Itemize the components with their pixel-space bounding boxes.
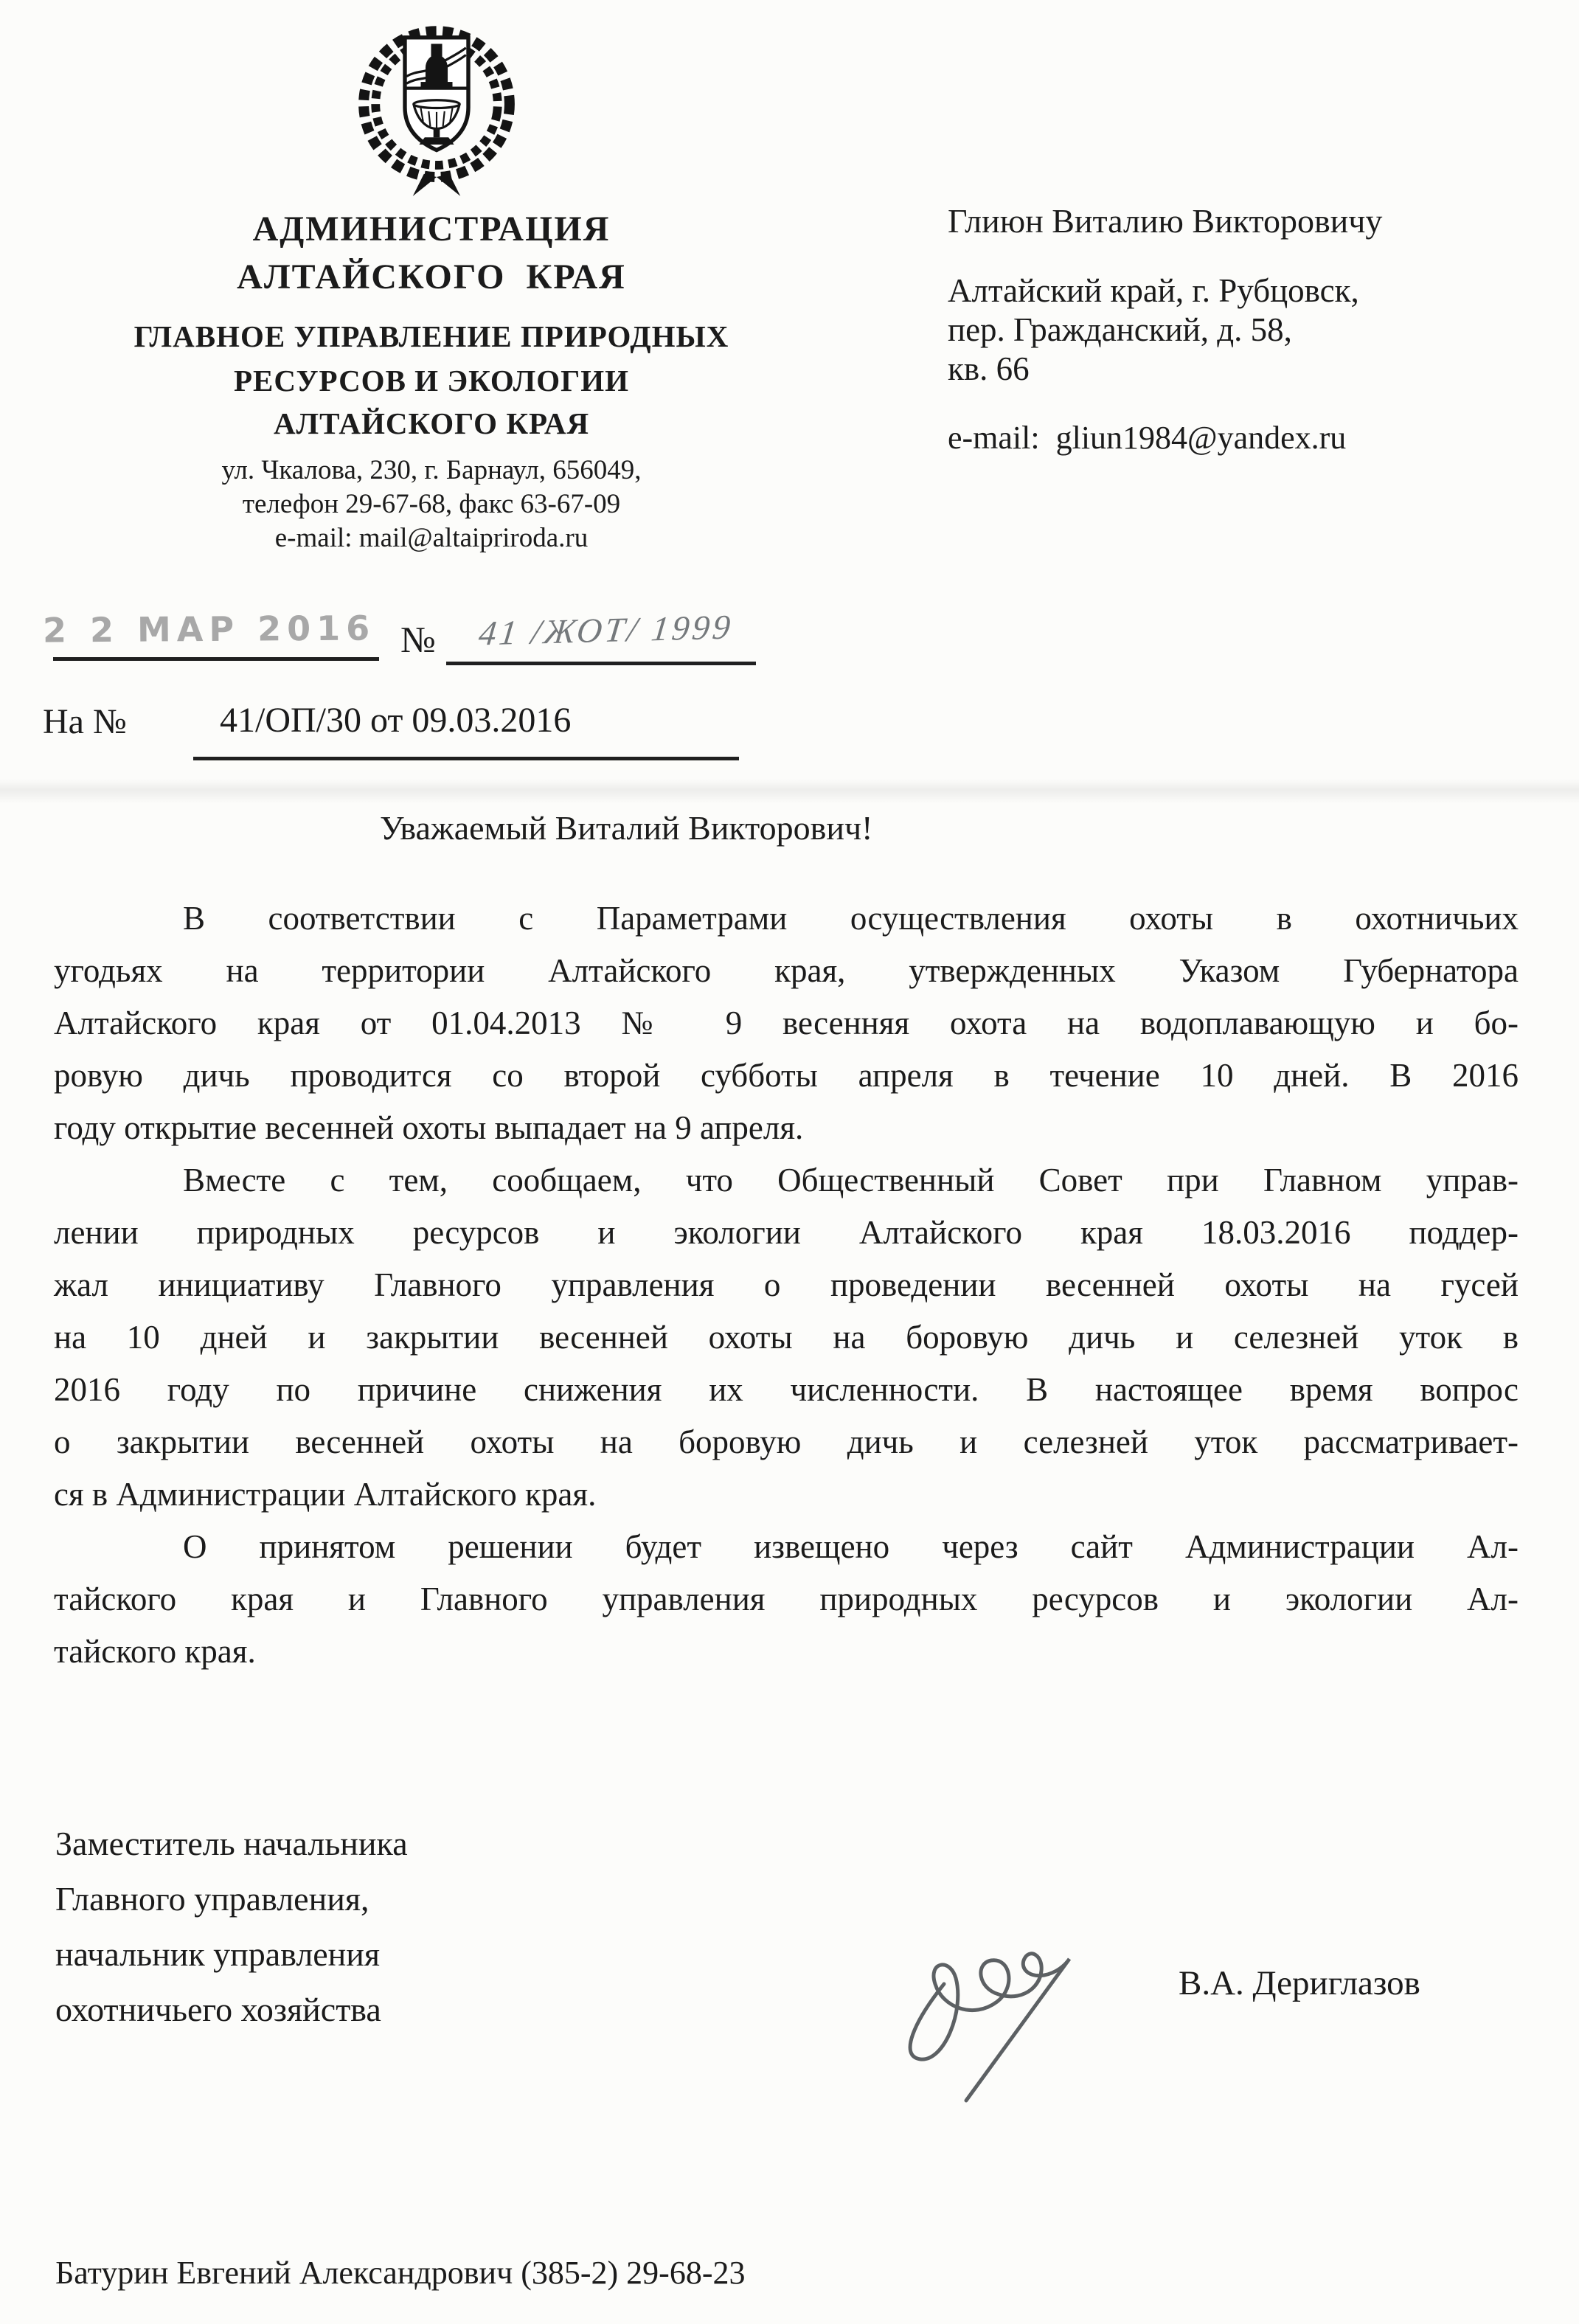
scan-seam-artifact [0,779,1579,804]
signer-position-line: Главного управления, [55,1880,369,1918]
sender-address-line1: ул. Чкалова, 230, г. Барнаул, 656049, [221,455,642,485]
outgoing-number-label: № [400,619,436,660]
signer-position-block [55,1816,408,2037]
sender-phone-line: телефон 29-67-68, факс 63-67-09 [242,489,621,519]
outgoing-number-handwritten: 41 /ЖОТ/ 1999 [476,608,735,653]
department-line3: АЛТАЙСКОГО КРАЯ [273,406,590,440]
recipient-address-line1: Алтайский край, г. Рубцовск, [948,272,1359,309]
stamp-underline [53,657,379,661]
body-line: Вместе с тем, сообщаем, что Общественный Совет при Главном управ- [183,1162,1519,1199]
signer-position-line: начальник управления [55,1935,381,1973]
department-line1: ГЛАВНОЕ УПРАВЛЕНИЕ ПРИРОДНЫХ [133,319,729,353]
signer-position-line: Заместитель начальника [55,1825,408,1862]
reply-to-label: На № [43,702,127,741]
letter-body [54,892,1519,1678]
body-line: году открытие весенней охоты выпадает на 9 апреля. [54,1109,804,1146]
body-line: Алтайского края от 01.04.2013 № 9 весенняя охота на водоплавающую и бо- [54,1005,1519,1041]
body-line: 2016 году по причине снижения их численности. В настоящее время вопрос [54,1371,1519,1408]
number-underline [446,662,756,665]
body-line: о закрытии весенней охоты на боровую дичь и селезней уток рассматривает- [54,1423,1519,1460]
reply-underline [193,757,739,760]
recipient-email: e-mail: gliun1984@yandex.ru [948,420,1347,456]
salutation: Уважаемый Виталий Викторович! [380,809,873,847]
recipient-address-line2: пер. Гражданский, д. 58, [948,311,1292,348]
date-received-stamp: 2 2 МАР 2016 [42,608,376,651]
signer-position-line: охотничьего хозяйства [55,1991,381,2028]
body-line: тайского края. [54,1633,256,1670]
body-line: ровую дичь проводится со второй субботы апреля в течение 10 дней. В 2016 [54,1057,1519,1094]
body-line: жал инициативу Главного управления о проведении весенней охоты на гусей [54,1266,1519,1303]
body-line: тайского края и Главного управления природных ресурсов и экологии Ал- [54,1581,1519,1617]
recipient-address-line3: кв. 66 [948,350,1030,387]
department-line2: РЕСУРСОВ И ЭКОЛОГИИ [233,364,629,398]
body-line: ся в Администрации Алтайского края. [54,1476,597,1513]
body-line: на 10 дней и закрытии весенней охоты на боровую дичь и селезней уток в [54,1319,1519,1356]
reply-to-number: 41/ОП/30 от 09.03.2016 [220,701,572,740]
body-line: лении природных ресурсов и экологии Алтайского края 18.03.2016 поддер- [54,1214,1519,1251]
signer-name: В.А. Дериглазов [1179,1964,1420,2002]
sender-email-line: e-mail: mail@altaipriroda.ru [274,523,589,553]
body-line: В соответствии с Параметрами осуществления охоты в охотничьих [183,900,1519,937]
body-line: О принятом решении будет извещено через сайт Администрации Ал- [183,1528,1519,1565]
recipient-name: Глиюн Виталию Викторовичу [948,202,1383,240]
handwritten-signature-icon [833,1866,1187,2109]
executor-contact: Батурин Евгений Александрович (385-2) 29-68-23 [55,2255,746,2291]
org-name-line2: АЛТАЙСКОГО КРАЯ [237,257,626,296]
org-name-line1: АДМИНИСТРАЦИЯ [252,209,611,249]
body-line: угодьях на территории Алтайского края, утвержденных Указом Губернатора [54,952,1519,989]
coat-of-arms-icon [356,7,517,198]
